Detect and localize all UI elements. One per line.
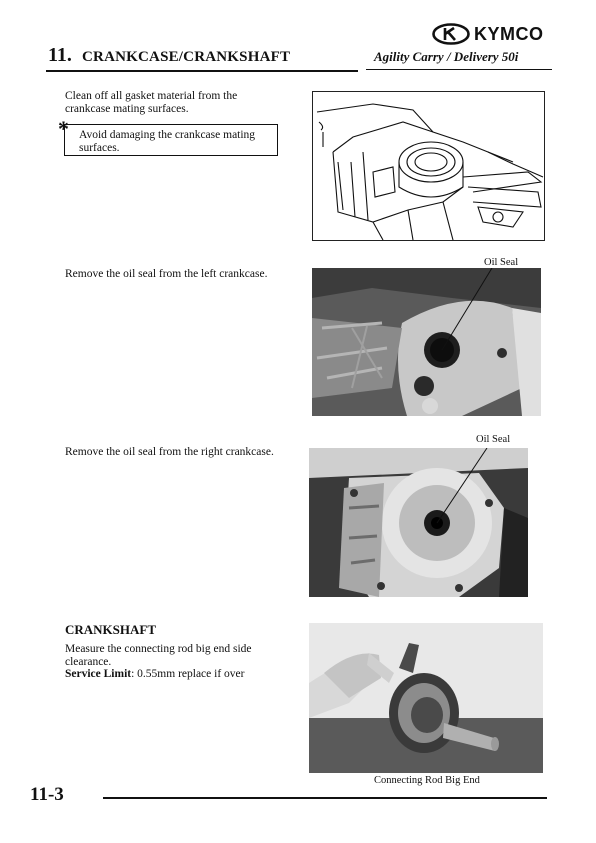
- caution-text: Avoid damaging the crankcase mating surfaces.: [79, 129, 256, 154]
- step-remove-right-seal: Remove the oil seal from the right crankcase.: [65, 446, 274, 458]
- left-crankcase-photo: [312, 268, 541, 416]
- header-rule-right: [366, 69, 552, 70]
- crankcase-mating-surface-drawing: [312, 91, 545, 241]
- left-oil-seal-label: Oil Seal: [484, 257, 519, 268]
- crankshaft-heading: CRANKSHAFT: [65, 622, 157, 637]
- right-oil-seal-label: Oil Seal: [476, 434, 511, 445]
- chapter-number: 11.: [48, 44, 72, 66]
- crankshaft-instruction: Measure the connecting rod big end side clearance.: [65, 643, 252, 668]
- connecting-rod-label: Connecting Rod Big End: [374, 775, 480, 786]
- footer-rule: [103, 797, 547, 799]
- page-number: 11-3: [30, 784, 64, 805]
- step-clean-gasket: Clean off all gasket material from the crankcase mating surfaces.: [65, 90, 238, 115]
- service-limit: [65, 668, 244, 681]
- brand-logo: [432, 22, 544, 46]
- service-limit-value: : 0.55mm replace if over: [131, 668, 245, 680]
- chapter-title: CRANKCASE/CRANKSHAFT: [82, 49, 291, 65]
- caution-symbol: *: [58, 116, 69, 141]
- header-rule-left: [46, 70, 358, 72]
- brand-name: KYMCO: [474, 23, 544, 44]
- service-limit-label: Service Limit: [65, 668, 132, 680]
- step-remove-left-seal: Remove the oil seal from the left crankcase.: [65, 268, 268, 280]
- kymco-logo-icon: [432, 23, 470, 45]
- connecting-rod-measurement-photo: [309, 623, 543, 773]
- right-crankcase-photo: [309, 448, 528, 597]
- model-name: Agility Carry / Delivery 50i: [374, 49, 519, 64]
